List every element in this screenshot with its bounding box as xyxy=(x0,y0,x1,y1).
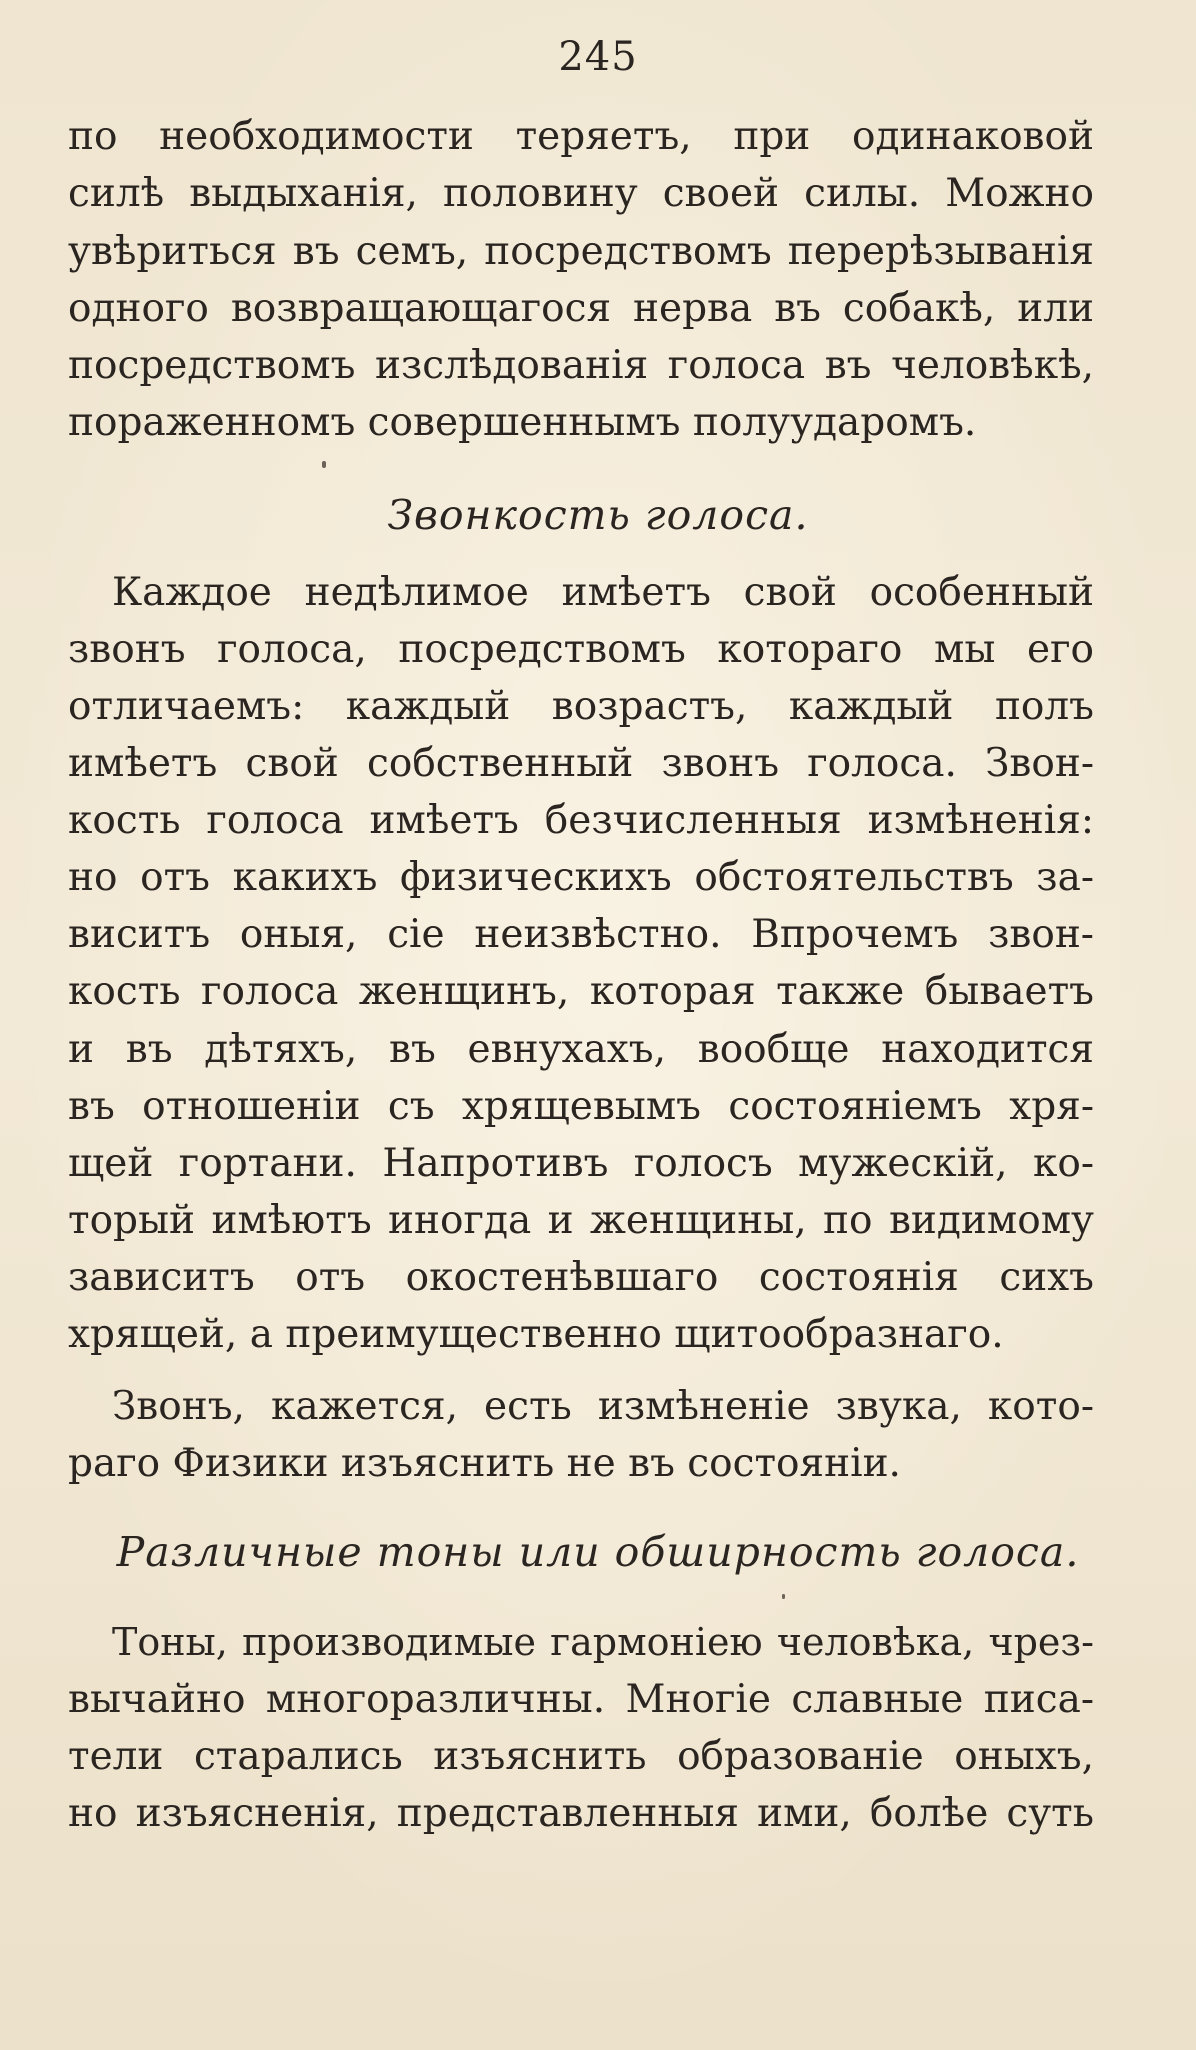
paragraph-2-line-2: звонъ голоса, посредствомъ котораго мы его xyxy=(68,627,1094,672)
paragraph-4-line-1: Тоны, производимые гармоніею человѣка, чрез- xyxy=(112,1620,1094,1664)
paragraph-4-line-2: вычайно многоразличны. Многіе славные писа- xyxy=(68,1677,1094,1722)
paragraph-2-line-6: но отъ какихъ физическихъ обстоятельствъ за- xyxy=(68,855,1094,900)
paragraph-2-line-8: кость голоса женщинъ, которая также бываетъ xyxy=(68,969,1094,1014)
ink-speck xyxy=(782,1594,785,1599)
paragraph-2-line-1: Каждое недѣлимое имѣетъ свой особенный xyxy=(112,570,1094,615)
paragraph-3-line-2: раго Физики изъяснить не въ состояніи. xyxy=(68,1441,901,1486)
paragraph-1-line-4: одного возвращающагося нерва въ собакѣ, или xyxy=(68,286,1094,331)
paragraph-2-line-11: щей гортани. Напротивъ голосъ мужескій, ко- xyxy=(68,1141,1094,1186)
ink-speck xyxy=(322,461,326,468)
paragraph-1-line-2: силѣ выдыханія, половину своей силы. Можно xyxy=(68,171,1094,216)
paragraph-1-line-5: посредствомъ изслѣдованія голоса въ человѣкѣ, xyxy=(68,343,1094,388)
page-number: 245 xyxy=(558,34,638,80)
paragraph-3-line-1: Звонъ, кажется, есть измѣненіе звука, кото- xyxy=(112,1384,1094,1429)
paragraph-2-line-4: имѣетъ свой собственный звонъ голоса. Звон- xyxy=(68,741,1094,786)
section-heading-voice-range: Различные тоны или обширность голоса. xyxy=(116,1528,1080,1576)
section-heading-voice-timbre: Звонкость голоса. xyxy=(387,491,809,539)
paragraph-2-line-7: виситъ оныя, сіе неизвѣстно. Впрочемъ звон- xyxy=(68,912,1094,957)
paragraph-2-line-13: зависитъ отъ окостенѣвшаго состоянія сихъ xyxy=(68,1255,1094,1300)
paragraph-2-line-14: хрящей, а преимущественно щитообразнаго. xyxy=(68,1312,1004,1357)
paragraph-1-line-3: увѣриться въ семъ, посредствомъ перерѣзыванія xyxy=(68,229,1094,274)
paragraph-1-line-6: пораженномъ совершеннымъ полуударомъ. xyxy=(68,400,977,445)
paragraph-4-line-3: тели старались изъяснить образованіе оныхъ, xyxy=(68,1734,1094,1779)
paragraph-4-line-4: но изъясненія, представленныя ими, болѣе суть xyxy=(68,1791,1094,1836)
paragraph-2-line-10: въ отношеніи съ хрящевымъ состояніемъ хря- xyxy=(68,1084,1094,1129)
paragraph-1-line-1: по необходимости теряетъ, при одинаковой xyxy=(68,114,1094,159)
paragraph-2-line-9: и въ дѣтяхъ, въ евнухахъ, вообще находится xyxy=(68,1027,1094,1072)
paragraph-2-line-5: кость голоса имѣетъ безчисленныя измѣненія: xyxy=(68,798,1094,843)
paragraph-2-line-12: торый имѣютъ иногда и женщины, по видимому xyxy=(68,1198,1094,1243)
paragraph-2-line-3: отличаемъ: каждый возрастъ, каждый полъ xyxy=(68,684,1094,729)
